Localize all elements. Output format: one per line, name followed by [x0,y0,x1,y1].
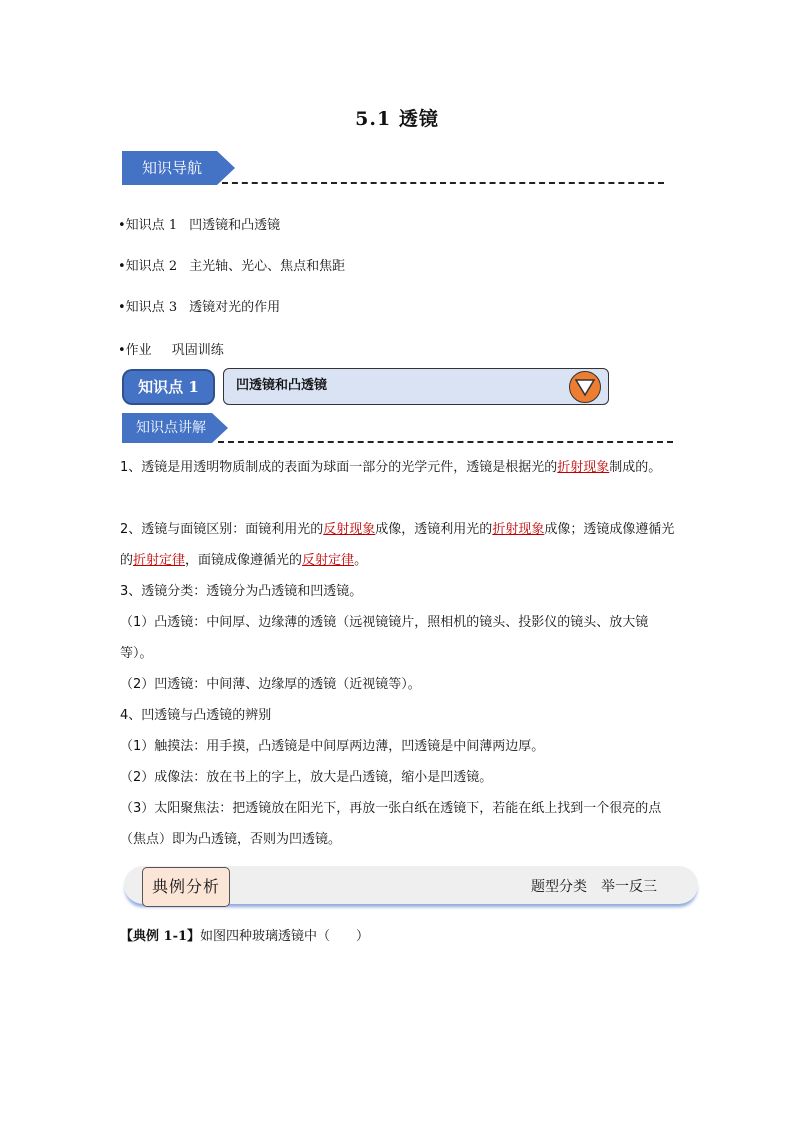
paragraph-5: （2）凹透镜：中间薄、边缘厚的透镜（近视镜等）。 [120,677,421,692]
nav-section-tab: 知识导航 [122,151,217,185]
paragraph-1: 1、透镜是用透明物质制成的表面为球面一部分的光学元件，透镜是根据光的折射现象制成的。 [120,460,662,475]
toc-prefix: 作业 [125,343,152,358]
paragraph-3: 3、透镜分类：透镜分为凸透镜和凹透镜。 [120,584,363,599]
paragraph-6: 4、凹透镜与凸透镜的辨别 [120,708,272,723]
paragraph-4: （1）凸透镜：中间厚、边缘薄的透镜（远视镜镜片，照相机的镜头、投影仪的镜头、放大镜等）。 [120,615,649,661]
toc-item-homework[interactable] [118,339,224,358]
explanation-divider [218,441,673,443]
toc-text: 凹透镜和凸透镜 [189,218,281,233]
toc-prefix: 知识点 [125,218,165,233]
toc-item-2[interactable] [118,255,345,274]
nav-divider [222,182,664,184]
toc-prefix: 知识点 [125,259,165,274]
toc-item-1[interactable] [118,214,280,233]
knowledge-point-label: 知识点 1 [122,369,215,405]
toc-text: 透镜对光的作用 [189,300,281,315]
toc-number: 2 [168,259,178,274]
example-question-text: 如图四种玻璃透镜中（ ） [200,929,370,944]
toc-bullet: • [118,300,126,315]
toc-number: 3 [168,300,178,315]
explanation-tab: 知识点讲解 [122,413,212,443]
toc-text: 巩固训练 [171,343,224,358]
toc-number: 1 [168,218,178,233]
paragraph-7: （1）触摸法：用手摸，凸透镜是中间厚两边薄，凹透镜是中间薄两边厚。 [120,739,545,754]
highlight-term: 折射现象 [557,460,610,475]
paragraph-8: （2）成像法：放在书上的字上，放大是凸透镜，缩小是凹透镜。 [120,770,493,785]
highlight-term: 反射定律 [302,553,355,568]
toc-prefix: 知识点 [125,300,165,315]
highlight-term: 反射现象 [323,522,376,537]
example-label: 典例分析 [142,867,230,907]
toc-bullet: • [118,259,126,274]
paragraph-9: （3）太阳聚焦法：把透镜放在阳光下，再放一张白纸在透镜下，若能在纸上找到一个很亮的点（焦点）即为凸透镜，否则为凹透镜。 [120,801,662,847]
page-title: 5.1 透镜 [355,108,439,130]
highlight-term: 折射定律 [133,553,186,568]
toc-text: 主光轴、光心、焦点和焦距 [189,259,346,274]
example-banner-caption: 题型分类 举一反三 [531,879,657,895]
toc-item-3[interactable] [118,296,280,315]
expand-toggle[interactable] [569,371,601,403]
knowledge-point-title-box: 凹透镜和凸透镜 [223,368,609,405]
toc-bullet: • [118,343,126,358]
paragraph-2: 2、透镜与面镜区别：面镜利用光的反射现象成像，透镜利用光的折射现象成像；透镜成像遵循光的折射定律，面镜成像遵循光的反射定律。 [120,522,675,568]
example-question [120,925,369,944]
highlight-term: 折射现象 [492,522,545,537]
toc-bullet: • [118,218,126,233]
example-tag: 【典例 1-1】 [120,929,201,944]
triangle-down-icon [574,377,596,397]
